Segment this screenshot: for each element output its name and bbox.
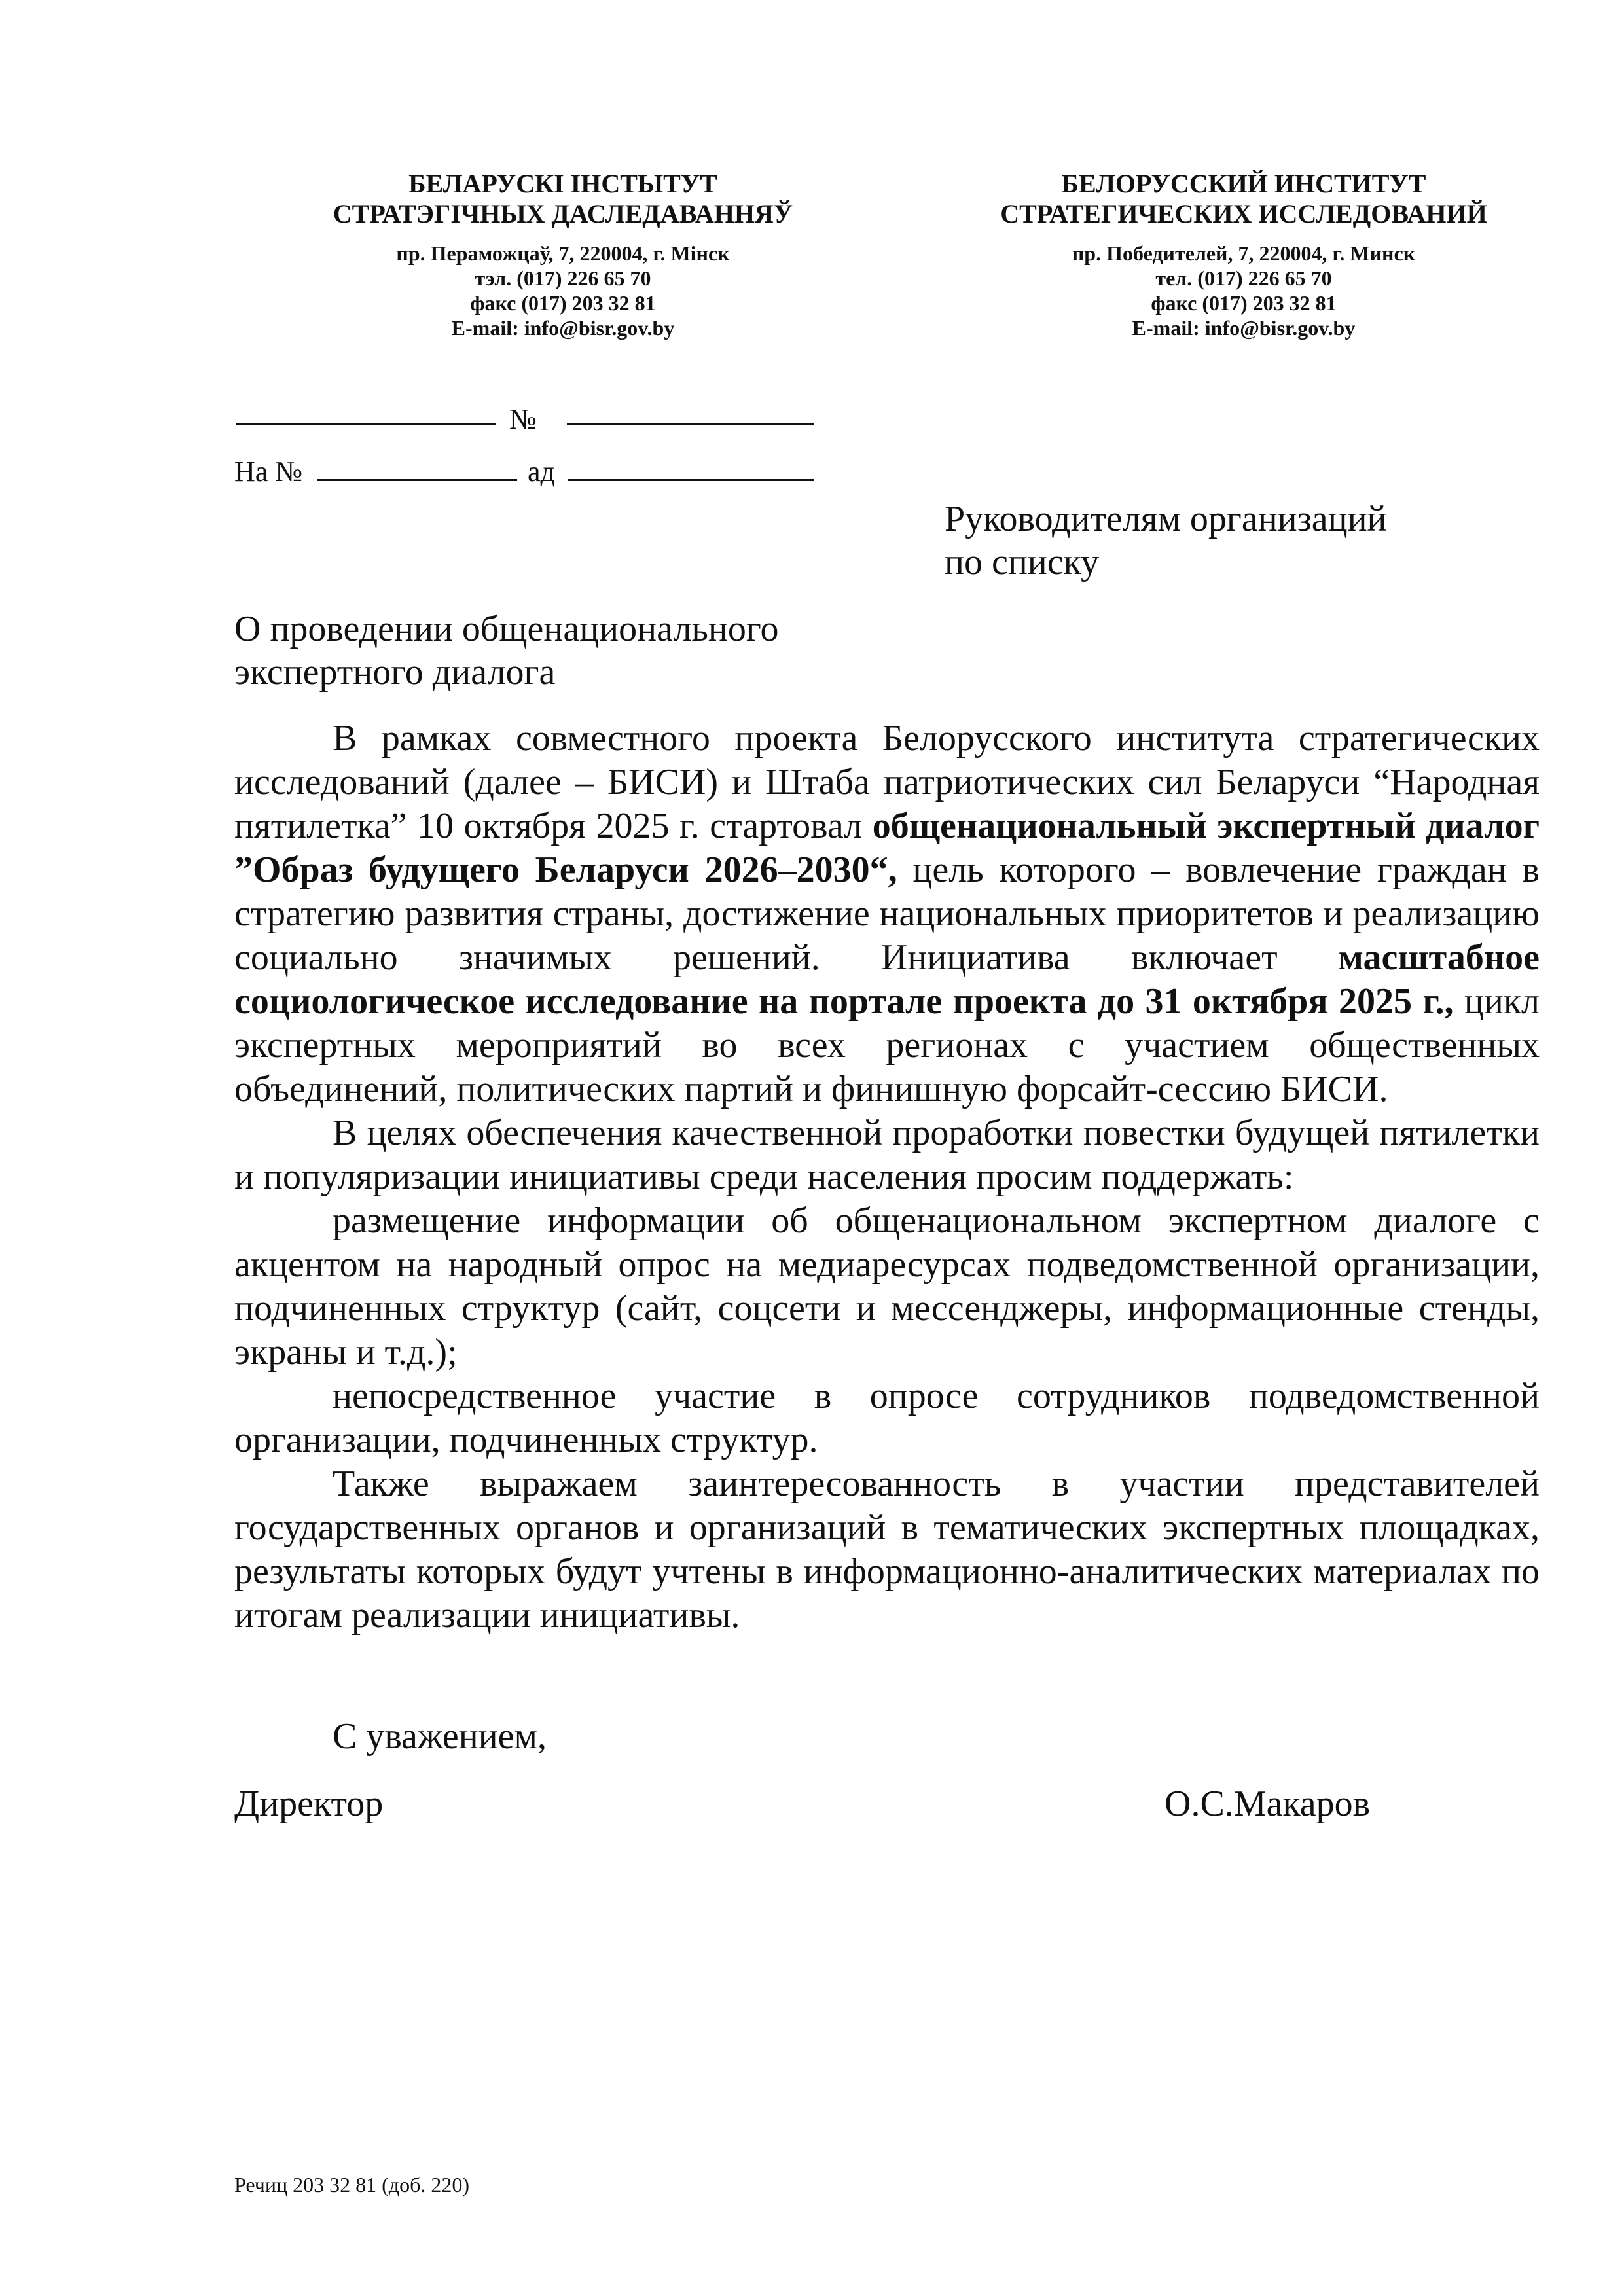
letterhead-russian: [916, 169, 1571, 340]
addressee-line1: Руководителям организаций: [945, 499, 1387, 539]
paragraph-2: В целях обеспечения качественной проработки повестки будущей пятилетки и популяризации инициативы среди населения просим поддержать:: [234, 1113, 1540, 1197]
fax-ru: факс (017) 203 32 81: [1151, 291, 1337, 315]
reply-number-field: [317, 479, 517, 481]
executor-footer: Речиц 203 32 81 (доб. 220): [234, 2173, 469, 2197]
org-name-ru-line2: СТРАТЕГИЧЕСКИХ ИССЛЕДОВАНИЙ: [1000, 199, 1487, 228]
paragraph-5: Также выражаем заинтересованность в участии представителей государственных органов и организаций в тематических экспертных площадках, результаты которых будут учтены в информационно-аналитических материалах по итогам реализации инициативы.: [234, 1463, 1540, 1636]
subject-line1: О проведении общенационального: [234, 609, 779, 649]
signatory-name: О.С.Макаров: [1164, 1784, 1371, 1824]
reply-date-label: ад: [528, 456, 555, 488]
reply-number-label: На №: [234, 456, 303, 488]
p1-bold-survey: масштабное социологическое исследование на портале проекта до 31 октября 2025 г.,: [234, 937, 1540, 1022]
org-name-ru-line1: БЕЛОРУССКИЙ ИНСТИТУТ: [1061, 169, 1426, 198]
outgoing-number-field: [567, 423, 814, 425]
subject-line2: экспертного диалога: [234, 652, 556, 692]
p1-text-a: В рамках совместного проекта Белорусского института стратегических исследований (далее – БИСИ) и Штаба патриотических сил Беларуси “Народная пятилетка” 10 октября 2025 г. стартовал: [234, 718, 1540, 846]
letterhead-belarusian: [236, 169, 890, 340]
phone-ru: тел. (017) 226 65 70: [1155, 266, 1332, 290]
reply-date-field: [568, 479, 814, 481]
letter-body: [234, 717, 1540, 1638]
subject: [234, 607, 778, 694]
p1-bold-dialogue: общенациональный экспертный диалог ”Образ будущего Беларуси 2026–2030“,: [234, 806, 1540, 890]
p1-text-c: цель которого – вовлечение граждан в стратегию развития страны, достижение национальных приоритетов и реализацию социально значимых решений. Инициатива включает: [234, 850, 1540, 978]
paragraph-4: непосредственное участие в опросе сотрудников подведомственной организации, подчиненных структур.: [234, 1376, 1540, 1460]
signatory-title: Директор: [234, 1784, 384, 1824]
contact-block-ru: [916, 241, 1571, 340]
address-by: пр. Пераможцаў, 7, 220004, г. Мінск: [396, 242, 730, 265]
addressee: [945, 497, 1387, 584]
addressee-line2: по списку: [945, 542, 1100, 583]
email-ru: E-mail: info@bisr.gov.by: [1132, 316, 1356, 340]
address-ru: пр. Победителей, 7, 220004, г. Минск: [1072, 242, 1416, 265]
outgoing-date-field: [236, 423, 496, 425]
contact-block-by: [236, 241, 890, 340]
phone-by: тэл. (017) 226 65 70: [475, 266, 651, 290]
org-name-by-line1: БЕЛАРУСКІ ІНСТЫТУТ: [408, 169, 717, 198]
closing-salutation: С уважением,: [333, 1716, 547, 1757]
p1-text-e: цикл экспертных мероприятий во всех регионах с участием общественных объединений, политических партий и финишную форсайт-сессию БИСИ.: [234, 981, 1540, 1109]
org-name-by-line2: СТРАТЭГІЧНЫХ ДАСЛЕДАВАННЯЎ: [333, 199, 793, 228]
paragraph-3: размещение информации об общенациональном экспертном диалоге с акцентом на народный опрос на медиаресурсах подведомственной организации, подчиненных структур (сайт, соцсети и мессенджеры, информационные стенды, экраны и т.д.);: [234, 1200, 1540, 1372]
outgoing-number-sign: №: [509, 403, 537, 435]
paragraph-1: [234, 717, 1540, 1111]
fax-by: факс (017) 203 32 81: [470, 291, 656, 315]
email-by: E-mail: info@bisr.gov.by: [451, 316, 675, 340]
